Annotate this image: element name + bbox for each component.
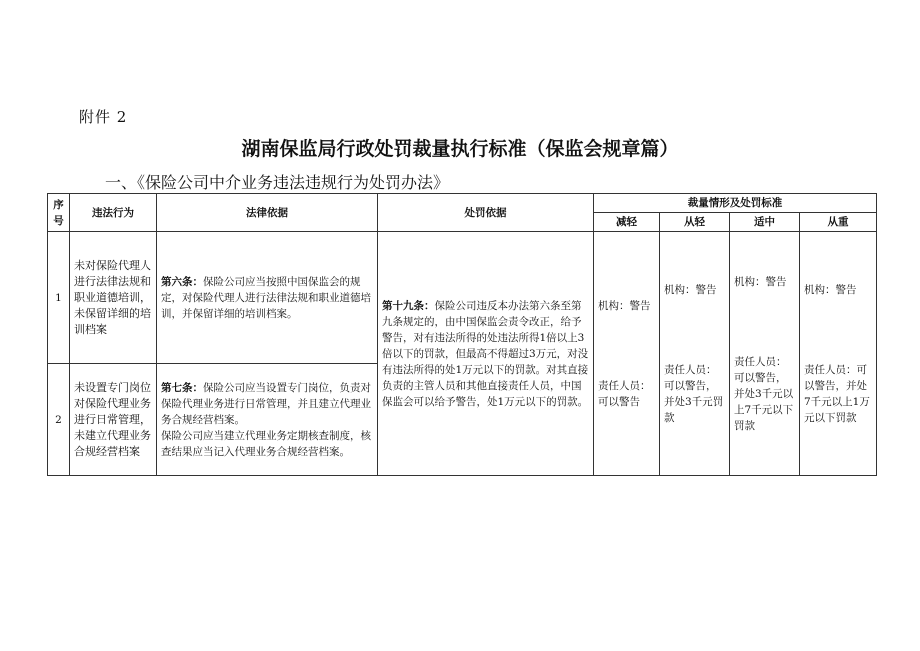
row-seq: 2 xyxy=(48,364,70,476)
document-title: 湖南保监局行政处罚裁量执行标准（保监会规章篇） xyxy=(241,138,679,160)
level-personnel-text: 责任人员：可以警告，并处3千元以上7千元以下罚款 xyxy=(734,355,794,432)
behavior-text: 未对保险代理人进行法律法规和职业道德培训， 未保留详细的培训档案 xyxy=(74,258,151,336)
attachment-label: 附件 2 xyxy=(79,108,128,126)
header-level-moderate: 适中 xyxy=(730,213,800,232)
level-personnel-text: 责任人员：可以警告，并处7千元以上1万元以下罚款 xyxy=(804,363,870,424)
law-article-label: 第六条： xyxy=(161,275,203,288)
level-severe-cell xyxy=(800,232,877,476)
law-article-label: 第七条： xyxy=(161,381,203,394)
level-institution-text: 机构：警告 xyxy=(664,283,717,296)
row-legal-basis xyxy=(157,232,378,364)
header-seq: 序号 xyxy=(48,194,70,232)
law-article-text: 保险公司应当设置专门岗位，负责对保险代理业务进行日常管理，并且建立代理业务合规经营档案。 保险公司应当建立代理业务定期核查制度，核查结果应当记入代理业务合规经营档案。 xyxy=(161,381,371,458)
penalty-standard-table xyxy=(47,193,877,476)
level-personnel-text: 责任人员：可以警告 xyxy=(598,379,651,408)
penalty-article-label: 第十九条： xyxy=(382,299,435,312)
row-legal-basis xyxy=(157,364,378,476)
header-level-mitigated: 减轻 xyxy=(594,213,660,232)
penalty-article-text: 保险公司违反本办法第六条至第九条规定的，由中国保监会责令改正，给予警告，对有违法所得的处违法所得1倍以上3倍以下的罚款，但最高不得超过3万元，对没有违法所得的处1万元以下的罚款。对其直接负责的主管人员和其他直接责任人员，中国保监会可以给予警告，处1万元以下的罚款。 xyxy=(382,299,589,408)
table-row xyxy=(48,232,877,364)
penalty-basis-cell xyxy=(378,232,594,476)
level-institution-text: 机构：警告 xyxy=(734,275,787,288)
header-discretion: 裁量情形及处罚标准 xyxy=(594,194,877,213)
law-article-text: 保险公司应当按照中国保监会的规定，对保险代理人进行法律法规和职业道德培训，并保留详细的培训档案。 xyxy=(161,275,371,320)
level-institution-text: 机构：警告 xyxy=(804,283,857,296)
behavior-text: 未设置专门岗位对保险代理业务进行日常管理， 未建立代理业务合规经营档案 xyxy=(74,380,151,458)
row-seq: 1 xyxy=(48,232,70,364)
section-heading: 一、《保险公司中介业务违法违规行为处罚办法》 xyxy=(105,173,450,192)
level-moderate-cell xyxy=(730,232,800,476)
header-level-severe: 从重 xyxy=(800,213,877,232)
row-behavior xyxy=(70,232,157,364)
header-penalty-basis: 处罚依据 xyxy=(378,194,594,232)
header-behavior: 违法行为 xyxy=(70,194,157,232)
level-personnel-text: 责任人员：可以警告，并处3千元罚款 xyxy=(664,363,724,424)
level-lenient-cell xyxy=(660,232,730,476)
level-mitigated-cell xyxy=(594,232,660,476)
row-behavior xyxy=(70,364,157,476)
header-legal-basis: 法律依据 xyxy=(157,194,378,232)
header-level-lenient: 从轻 xyxy=(660,213,730,232)
level-institution-text: 机构：警告 xyxy=(598,299,651,312)
